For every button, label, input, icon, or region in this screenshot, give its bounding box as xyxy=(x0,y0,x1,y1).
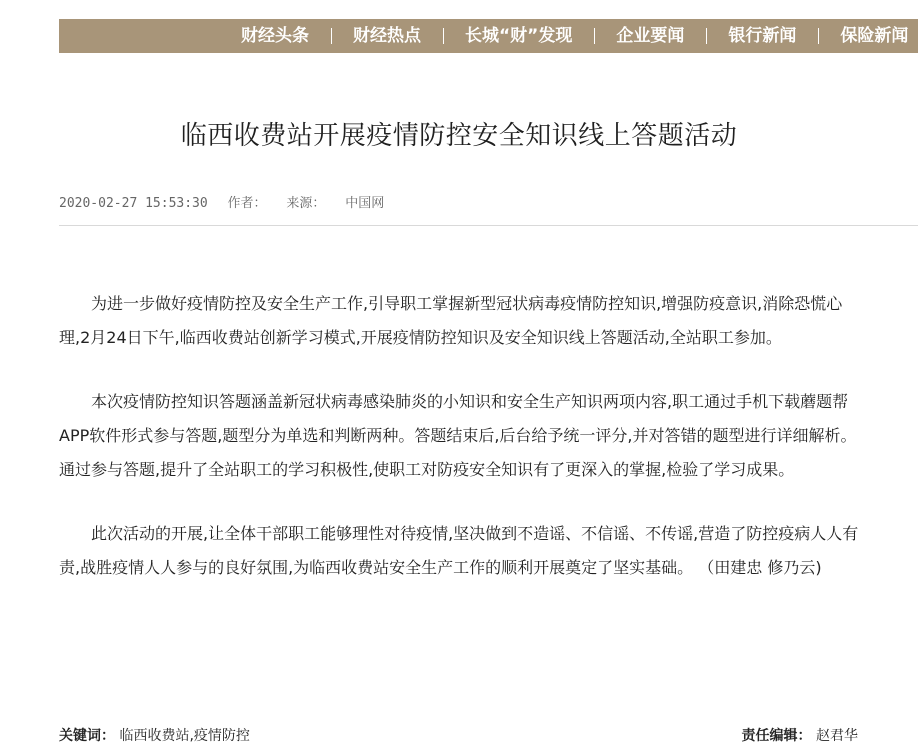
editor-label: 责任编辑： xyxy=(741,728,812,744)
article-body xyxy=(59,287,859,615)
author-label: 作者： xyxy=(227,196,267,211)
nav-list xyxy=(219,19,918,53)
top-navigation-bar xyxy=(59,19,918,53)
nav-item-corporate-news[interactable]: 企业要闻 xyxy=(594,19,706,53)
nav-item-finance-hotspots[interactable]: 财经热点 xyxy=(331,19,443,53)
paragraph: 为进一步做好疫情防控及安全生产工作,引导职工掌握新型冠状病毒疫情防控知识,增强防疫意识,消除恐慌心理,2月24日下午,临西收费站创新学习模式,开展疫情防控知识及安全知识线上答题活动,全站职工参加。 xyxy=(59,294,843,347)
keywords-section xyxy=(59,725,250,745)
paragraph: 此次活动的开展,让全体干部职工能够理性对待疫情,坚决做到不造谣、不信谣、不传谣,营造了防控疫病人人有责,战胜疫情人人参与的良好氛围,为临西收费站安全生产工作的顺利开展奠定了坚实基础。 （田建忠 修乃云) xyxy=(59,524,859,577)
nav-item-great-wall-discovery[interactable]: 长城“财”发现 xyxy=(443,19,594,53)
editor-name: 赵君华 xyxy=(816,728,858,744)
paragraph: 本次疫情防控知识答题涵盖新冠状病毒感染肺炎的小知识和安全生产知识两项内容,职工通过手机下载蘑题帮APP软件形式参与答题,题型分为单选和判断两种。答题结束后,后台给予统一评分,并对答错的题型进行详细解析。通过参与答题,提升了全站职工的学习积极性,使职工对防疫安全知识有了更深入的掌握,检验了学习成果。 xyxy=(59,392,857,479)
keywords-label: 关键词： xyxy=(59,728,115,744)
source-label: 来源： xyxy=(286,196,326,211)
article-meta xyxy=(59,192,396,211)
nav-item-insurance-news[interactable]: 保险新闻 xyxy=(818,19,918,53)
editor-section xyxy=(742,725,858,745)
publish-datetime: 2020-02-27 15:53:30 xyxy=(59,196,208,211)
source-name: 中国网 xyxy=(345,196,385,211)
nav-item-bank-news[interactable]: 银行新闻 xyxy=(706,19,818,53)
meta-divider xyxy=(59,225,918,226)
article-title: 临西收费站开展疫情防控安全知识线上答题活动 xyxy=(180,121,738,151)
keywords-link[interactable]: 临西收费站,疫情防控 xyxy=(119,728,250,744)
nav-item-finance-headlines[interactable]: 财经头条 xyxy=(241,26,309,46)
